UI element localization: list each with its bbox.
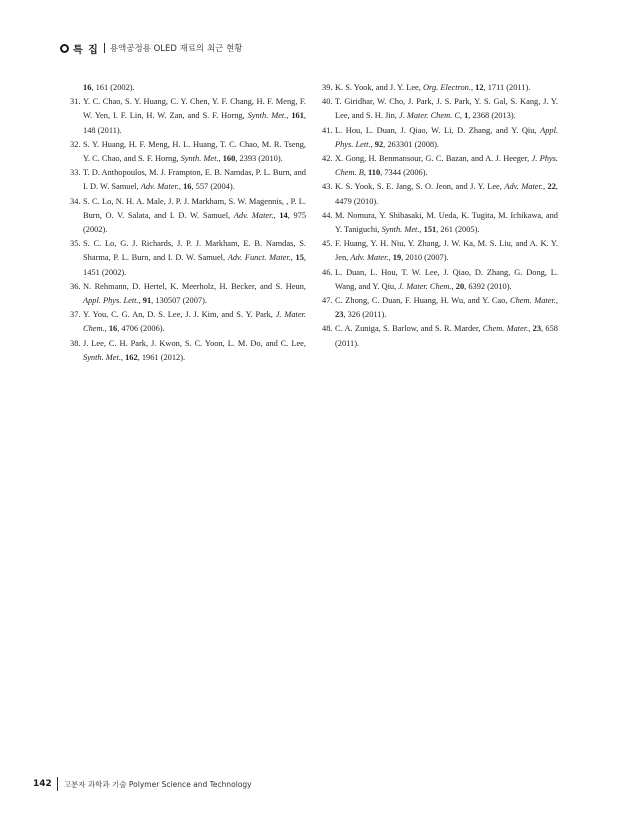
volume-number: 23 xyxy=(335,310,344,320)
reference-segment: , xyxy=(178,182,184,192)
reference-item xyxy=(322,294,558,322)
reference-segment: K. S. Yook, S. E. Jang, S. O. Jeon, and J. Y. Lee, xyxy=(335,182,505,192)
volume-number: 23 xyxy=(532,324,542,334)
reference-item xyxy=(322,322,558,350)
reference-segment: , 2010 (2007). xyxy=(401,253,449,263)
reference-number: 37. xyxy=(70,310,81,320)
reference-segment: , 975 (2002). xyxy=(83,210,306,235)
reference-number: 35. xyxy=(70,239,81,249)
journal-title: Adv. Mater. xyxy=(140,182,179,192)
reference-segment: T. D. Anthopoulos, M. J. Frampton, E. B. Namdas, P. L. Burn, and I. D. W. Samuel, xyxy=(83,168,306,192)
reference-text xyxy=(335,95,558,123)
reference-segment: , 4706 (2006). xyxy=(117,324,165,334)
reference-segment: L. Duan, L. Hou, T. W. Lee, J. Qiao, D. Zhang, G. Dong, L. Wang, and Y. Qiu, xyxy=(335,267,558,291)
reference-number: 34. xyxy=(70,196,81,206)
volume-number: 160 xyxy=(222,154,236,164)
reference-item xyxy=(322,124,558,152)
reference-text xyxy=(335,294,558,322)
reference-text xyxy=(335,237,558,265)
reference-segment: , 4479 (2010). xyxy=(335,182,559,206)
journal-title: Chem. Mater. xyxy=(510,296,556,306)
header-title: 용액공정용 OLED 재료의 최근 현황 xyxy=(109,44,243,54)
reference-segment: , 148 (2011). xyxy=(83,111,306,135)
reference-item xyxy=(322,152,558,180)
reference-segment: C. A. Zuniga, S. Barlow, and S. R. Marder, xyxy=(335,324,483,334)
volume-number: 151 xyxy=(423,225,437,235)
reference-number: 38. xyxy=(70,338,81,348)
reference-number: 33. xyxy=(70,168,81,178)
reference-segment: , xyxy=(451,281,456,291)
volume-number: 14 xyxy=(279,210,288,220)
header-divider xyxy=(104,43,105,53)
reference-segment: , 263301 (2008). xyxy=(383,139,439,149)
volume-number: 15 xyxy=(295,253,304,263)
reference-segment: K. S. Yook, and J. Y. Lee, xyxy=(335,83,423,92)
reference-number: 45. xyxy=(322,239,333,249)
reference-item xyxy=(322,180,558,208)
reference-segment: C. Zhong, C. Duan, F. Huang, H. Wu, and Y. Cao, xyxy=(335,296,511,306)
reference-text xyxy=(83,280,306,308)
volume-number: 22 xyxy=(547,182,556,192)
journal-title: Chem. Mater. xyxy=(482,324,529,334)
reference-text xyxy=(83,237,306,280)
journal-title: J. Mater. Chem. xyxy=(83,310,306,334)
reference-number: 41. xyxy=(322,125,333,135)
reference-segment: , xyxy=(542,182,548,192)
reference-item xyxy=(70,280,306,308)
reference-text xyxy=(335,322,558,350)
volume-number: 92 xyxy=(374,139,384,149)
reference-segment: , xyxy=(470,83,476,92)
reference-segment: , 6392 (2010). xyxy=(464,281,512,291)
reference-text xyxy=(335,180,558,208)
journal-title: Synth. Met. xyxy=(381,225,420,235)
reference-segment: , xyxy=(459,111,465,121)
reference-segment: S. C. Lo, G. J. Richards, J. P. J. Markham, E. B. Namdas, S. Sharma, P. L. Burn, and I. D. W. Samuel, xyxy=(83,239,306,263)
reference-segment: X. Gong, H. Benmansour, G. C. Bazan, and A. J. Heeger, xyxy=(335,154,532,164)
journal-name: 고분자 과학과 기술 Polymer Science and Technology xyxy=(63,779,252,789)
reference-text xyxy=(83,138,306,166)
reference-number xyxy=(70,81,83,95)
reference-number: 48. xyxy=(322,324,333,334)
volume-number: 1 xyxy=(464,111,469,121)
reference-text xyxy=(83,166,306,194)
reference-segment: , 1711 (2011). xyxy=(483,83,531,92)
reference-segment: , xyxy=(138,296,143,306)
reference-item xyxy=(70,337,306,365)
reference-item xyxy=(322,266,558,294)
reference-segment: , 2368 (2013). xyxy=(468,111,516,121)
reference-text xyxy=(83,308,306,336)
reference-item xyxy=(70,195,306,238)
reference-item xyxy=(70,81,306,95)
journal-title: Adv. Mater. xyxy=(504,182,543,192)
reference-segment: Y. You, C. G. An, D. S. Lee, J. J. Kim, and S. Y. Park, xyxy=(83,310,276,320)
volume-number: 16 xyxy=(83,83,92,92)
reference-column-left xyxy=(70,81,306,365)
reference-segment: L. Hou, L. Duan, J. Qiao, W. Li, D. Zhang, and Y. Qiu, xyxy=(335,125,541,135)
journal-title: Adv. Mater. xyxy=(350,253,389,263)
journal-title: Adv. Mater. xyxy=(233,210,274,220)
reference-item xyxy=(70,138,306,166)
reference-segment: , 7344 (2006). xyxy=(380,168,428,178)
reference-number: 31. xyxy=(70,97,81,107)
journal-title: J. Mater. Chem. xyxy=(398,281,452,291)
reference-segment: , 1451 (2002). xyxy=(83,253,307,277)
journal-title: J. Mater. Chem. C xyxy=(398,111,460,121)
page-footer xyxy=(33,777,252,791)
page-header xyxy=(60,40,243,56)
reference-segment: T. Giridhar, W. Cho, J. Park, J. S. Park, Y. S. Gal, S. Kang, J. Y. Lee, and S. H. Jin, xyxy=(335,97,558,121)
reference-item xyxy=(322,95,558,123)
reference-number: 43. xyxy=(322,182,333,192)
reference-text xyxy=(83,95,306,138)
volume-number: 91 xyxy=(142,296,152,306)
reference-item xyxy=(70,166,306,194)
reference-segment: , 130507 (2007). xyxy=(151,296,207,306)
journal-title: Synth. Met. xyxy=(83,352,121,362)
reference-number: 46. xyxy=(322,267,333,277)
reference-segment: , xyxy=(388,253,393,263)
volume-number: 19 xyxy=(392,253,402,263)
reference-segment: , xyxy=(273,210,280,220)
reference-segment: S. C. Lo, N. H. A. Male, J. P. J. Markham, S. W. Magennis, , P. L. Burn, O. V. Salata, and I. D. W. Samuel, xyxy=(83,196,306,220)
reference-text xyxy=(335,266,558,294)
volume-number: 110 xyxy=(368,168,381,178)
reference-number: 39. xyxy=(322,83,333,92)
reference-text xyxy=(83,337,306,365)
reference-item xyxy=(322,209,558,237)
reference-segment: , xyxy=(363,168,369,178)
reference-segment: , xyxy=(370,139,375,149)
reference-segment: M. Nomura, Y. Shibasaki, M. Ueda, K. Tugita, M. Ichikawa, and Y. Taniguchi, xyxy=(335,210,558,235)
reference-item xyxy=(322,81,558,95)
reference-segment: , xyxy=(286,111,292,121)
reference-segment: , 1961 (2012). xyxy=(137,352,186,362)
reference-segment: , xyxy=(120,352,126,362)
volume-number: 20 xyxy=(455,281,465,291)
reference-text xyxy=(83,81,306,95)
reference-segment: , 658 (2011). xyxy=(335,324,558,348)
journal-title: Appl. Phys. Lett. xyxy=(83,296,139,306)
reference-column-right xyxy=(322,81,558,351)
reference-segment: , xyxy=(290,253,296,263)
reference-text xyxy=(335,81,558,95)
reference-number: 36. xyxy=(70,281,81,291)
reference-number: 44. xyxy=(322,210,333,220)
reference-number: 32. xyxy=(70,139,81,149)
reference-item xyxy=(70,237,306,280)
reference-segment: , 326 (2011). xyxy=(343,310,387,320)
reference-text xyxy=(335,152,558,180)
reference-segment: S. Y. Huang, H. F. Meng, H. L. Huang, T. C. Chao, M. R. Tseng, Y. C. Chao, and S. F. Horng, xyxy=(83,139,306,164)
reference-text xyxy=(335,209,558,237)
volume-number: 162 xyxy=(125,352,138,362)
reference-segment: , 2393 (2010). xyxy=(235,154,283,164)
reference-segment: , xyxy=(218,154,223,164)
reference-text xyxy=(83,195,306,238)
page-number: 142 xyxy=(33,779,52,789)
reference-segment: , xyxy=(419,225,424,235)
section-label: 특 집 xyxy=(73,44,99,56)
reference-item xyxy=(70,95,306,138)
footer-divider xyxy=(57,777,58,791)
reference-number: 42. xyxy=(322,154,333,164)
reference-segment: , 557 (2004). xyxy=(191,182,235,192)
reference-segment: J. Lee, C. H. Park, J. Kwon, S. C. Yoon, L. M. Do, and C. Lee, xyxy=(83,338,306,348)
reference-segment: , xyxy=(555,296,558,306)
journal-title: J. Phys. Chem. B xyxy=(335,154,559,178)
reference-segment: , 161 (2002). xyxy=(91,83,135,92)
journal-title: Appl. Phys. Lett. xyxy=(335,125,558,149)
journal-title: Adv. Funct. Mater. xyxy=(227,253,291,263)
reference-number: 47. xyxy=(322,296,333,306)
reference-number: 40. xyxy=(322,97,333,107)
ring-bullet-icon xyxy=(60,44,69,53)
reference-text xyxy=(335,124,558,152)
volume-number: 161 xyxy=(291,111,304,121)
volume-number: 16 xyxy=(108,324,118,334)
reference-item xyxy=(322,237,558,265)
reference-segment: F. Huang, Y. H. Niu, Y. Zhang, J. W. Ka, M. S. Liu, and A. K. Y. Jen, xyxy=(335,239,558,263)
journal-title: Synth. Met. xyxy=(180,154,219,164)
journal-title: Synth. Met. xyxy=(247,111,287,121)
reference-segment: N. Rehmann, D. Hertel, K. Meerholz, H. Becker, and S. Heun, xyxy=(83,281,306,291)
reference-segment: Y. C. Chao, S. Y. Huang, C. Y. Chen, Y. F. Chang, H. F. Meng, F. W. Yen, I. F. Lin, H. W. Zan, and S. F. Horng, xyxy=(83,97,306,121)
volume-number: 12 xyxy=(475,83,484,92)
reference-segment: , 261 (2005). xyxy=(436,225,480,235)
journal-title: Org. Electron. xyxy=(422,83,471,92)
reference-segment: , xyxy=(104,324,109,334)
reference-item xyxy=(70,308,306,336)
reference-segment: , xyxy=(528,324,533,334)
volume-number: 16 xyxy=(183,182,192,192)
